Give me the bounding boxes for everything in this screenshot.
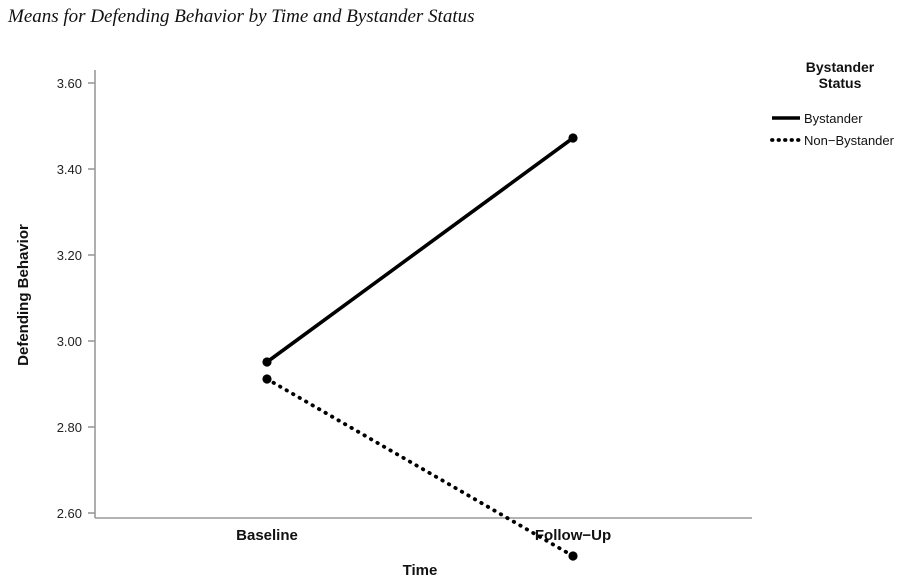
x-tick-label-followup: Follow−Up: [534, 527, 612, 544]
data-point: [568, 551, 577, 560]
line-chart: [0, 40, 908, 582]
legend-title-line1: Bystander: [805, 59, 875, 75]
y-tick-label: 3.20: [56, 248, 82, 263]
chart-plot-area: [0, 40, 908, 582]
legend-title-line2: Status: [818, 75, 862, 91]
y-tick-label: 3.60: [56, 76, 82, 91]
data-point: [262, 374, 271, 383]
x-axis-title: Time: [402, 562, 438, 579]
x-tick-label-baseline: Baseline: [236, 527, 298, 544]
y-tick-label: 2.80: [56, 420, 82, 435]
legend-label-non-bystander: Non−Bystander: [804, 133, 894, 148]
legend: [772, 59, 895, 148]
legend-label-bystander: Bystander: [804, 111, 863, 126]
legend-item-non-bystander[interactable]: [772, 133, 895, 148]
series-non-bystander: [262, 374, 577, 560]
data-point: [262, 357, 271, 366]
y-axis-ticks: [57, 76, 95, 521]
series-non-bystander-line: [267, 379, 573, 556]
legend-item-bystander[interactable]: [772, 111, 863, 126]
series-bystander: [262, 133, 577, 366]
y-tick-label: 3.00: [56, 334, 82, 349]
data-point: [568, 133, 577, 142]
y-tick-label: 3.40: [56, 162, 82, 177]
y-tick-label: 2.60: [56, 506, 82, 521]
series-bystander-line: [267, 138, 573, 362]
figure-caption: Means for Defending Behavior by Time and Bystander Status: [8, 6, 475, 27]
y-axis-title: Defending Behavior: [15, 224, 32, 366]
